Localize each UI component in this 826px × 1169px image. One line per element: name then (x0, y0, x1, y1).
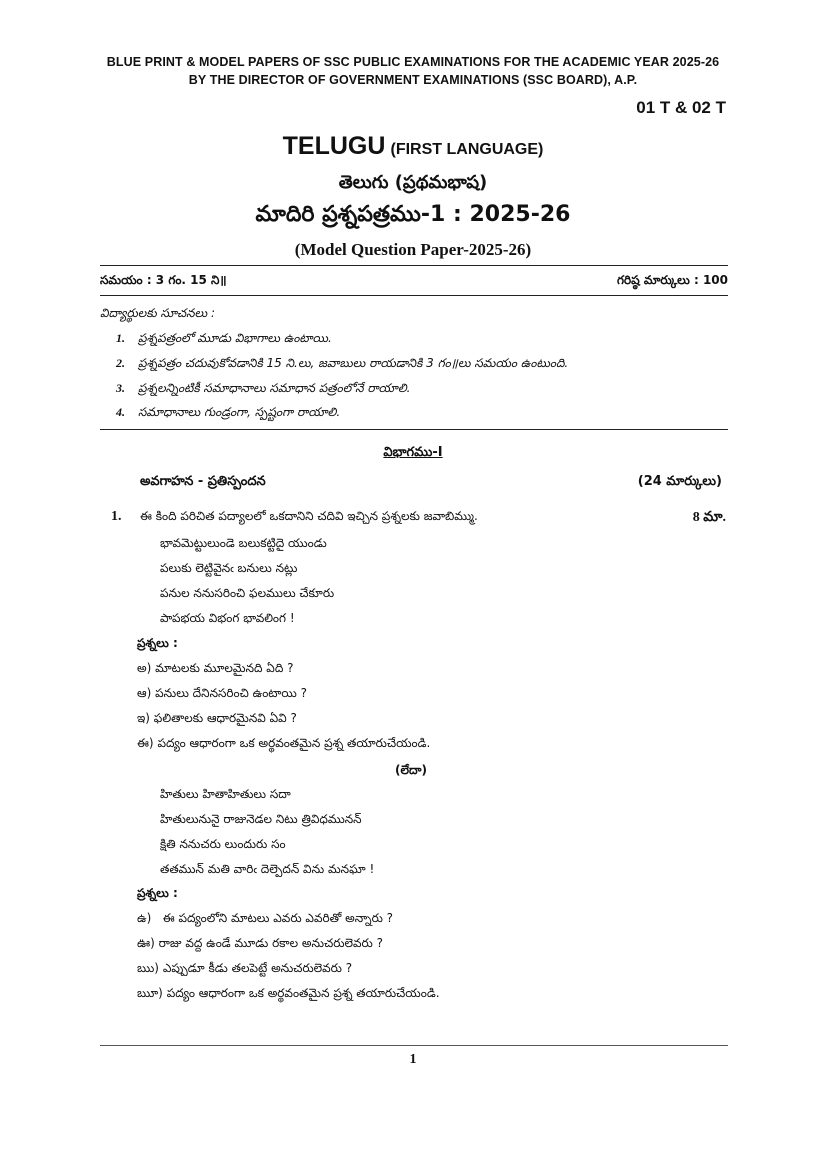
sub-question-label: ఇ) (137, 711, 150, 725)
instruction-item (116, 356, 568, 373)
question-marks: 8 మా. (692, 510, 726, 525)
sub-question-text: ఫలితాలకు ఆధారమైనవి ఏవి ? (153, 711, 297, 725)
sub-question-text: పద్యం ఆధారంగా ఒక అర్థవంతమైన ప్రశ్న తయారుచేయండి. (166, 986, 440, 1000)
instruction-text: ప్రశ్నపత్రంలో మూడు విభాగాలు ఉంటాయి. (138, 331, 332, 345)
instruction-item (116, 405, 340, 422)
sub-question-text: రాజు వద్ద ఉండే మూడు రకాల అనుచరులెవరు ? (158, 936, 383, 950)
paper-title-english: (Model Question Paper-2025-26) (294, 240, 532, 259)
section-topic: అవగాహన - ప్రతిస్పందన (140, 474, 266, 489)
page-number: 1 (409, 1052, 417, 1067)
sub-question-text: మాటలకు మూలమైనది ఏది ? (155, 661, 294, 675)
sub-question-label: ౠ) (137, 986, 163, 1000)
instruction-text: సమాధానాలు గుండ్రంగా, స్పష్టంగా రాయాలి. (138, 405, 341, 419)
header-line-2: BY THE DIRECTOR OF GOVERNMENT EXAMINATIONS (SSC BOARD), A.P. (188, 73, 638, 87)
sub-question-text: పద్యం ఆధారంగా ఒక అర్థవంతమైన ప్రశ్న తయారుచేయండి. (157, 736, 431, 750)
footer-divider (100, 1045, 728, 1046)
sub-question-label: ఊ) (137, 936, 155, 950)
sub-question-text: ఈ పద్యంలోని మాటలు ఎవరు ఎవరితో అన్నారు ? (162, 911, 394, 925)
subject-title-telugu: తెలుగు (ప్రథమభాష) (338, 172, 488, 193)
instructions-heading: విద్యార్థులకు సూచనలు : (100, 306, 216, 320)
divider-instructions (100, 429, 728, 430)
instruction-number: 4. (116, 405, 125, 419)
section-marks: (24 మార్కులు) (637, 474, 722, 489)
paper-code: 01 T & 02 T (636, 98, 726, 117)
exam-time: సమయం : 3 గం. 15 ని॥ (100, 273, 227, 287)
questions-label: ప్రశ్నలు : (137, 886, 178, 900)
sub-question (137, 911, 393, 928)
poem-line: తతమున్ మతి వారిఁ దెల్పెదన్ విను మనఘా ! (160, 862, 375, 876)
poem-line: హితులు హితాహితులు సదా (160, 787, 291, 801)
instruction-text: ప్రశ్నలన్నింటికీ సమాధానాలు సమాధాన పత్రంలోనే రాయాలి. (138, 381, 411, 395)
subject-note: (FIRST LANGUAGE) (390, 141, 544, 158)
sub-question-text: పనులు దేనినసరించి ఉంటాయి ? (155, 686, 308, 700)
instruction-text: ప్రశ్నపత్రం చదువుకోవడానికి 15 ని.లు, జవాబులు రాయడానికి 3 గం॥లు సమయం ఉంటుంది. (138, 356, 569, 370)
sub-question (137, 961, 352, 978)
sub-question-label: ఈ) (137, 736, 154, 750)
poem-line: పలుకు లెట్టివైనఁ బనులు నట్లు (160, 561, 298, 575)
sub-question-label: అ) (137, 661, 152, 675)
sub-question (137, 736, 430, 753)
poem-line: హితులునునై రాజునెడల నిటు త్రివిధమునన్ (160, 812, 362, 826)
instruction-number: 1. (116, 331, 125, 345)
or-separator: (లేదా) (395, 763, 427, 777)
divider-meta (100, 295, 728, 296)
poem-line: భావమెట్టులుండె బలుకట్టిదై యుండు (160, 536, 327, 550)
instruction-number: 3. (116, 381, 125, 395)
poem-line: పాపభయ విభంగ భావలింగ ! (160, 611, 295, 625)
questions-label: ప్రశ్నలు : (137, 636, 178, 650)
sub-question-label: ఆ) (137, 686, 152, 700)
question-text: ఈ కింది పరిచిత పద్యాలలో ఒకదానిని చదివి ఇచ్చిన ప్రశ్నలకు జవాబిమ్ము. (140, 509, 478, 523)
poem-line: పనుల ననుసరించి ఫలములు చేకూరు (160, 586, 335, 600)
sub-question-text: ఎప్పుడూ కీడు తలపెట్టే అనుచరులెవరు ? (162, 961, 353, 975)
section-title: విభాగము-I (383, 445, 443, 460)
instruction-item (116, 381, 410, 398)
paper-title-telugu: మాదిరి ప్రశ్నపత్రము-1 : 2025-26 (255, 202, 571, 227)
sub-question (137, 661, 294, 678)
subject-name: TELUGU (282, 132, 386, 160)
sub-question (137, 936, 383, 953)
sub-question (137, 986, 440, 1003)
instruction-item (116, 331, 332, 348)
subject-title (0, 132, 826, 161)
sub-question (137, 711, 297, 728)
poem-line: క్షితి ననుచరు లుందురు సం (160, 837, 286, 851)
header-line-1: BLUE PRINT & MODEL PAPERS OF SSC PUBLIC EXAMINATIONS FOR THE ACADEMIC YEAR 2025-26 (106, 55, 720, 69)
sub-question-label: ఉ) (137, 911, 152, 925)
sub-question-label: ఋ) (137, 961, 159, 975)
instruction-number: 2. (116, 356, 125, 370)
divider-top (100, 265, 728, 266)
max-marks: గరిష్ఠ మార్కులు : 100 (617, 273, 728, 287)
question-number: 1. (111, 509, 122, 524)
sub-question (137, 686, 307, 703)
